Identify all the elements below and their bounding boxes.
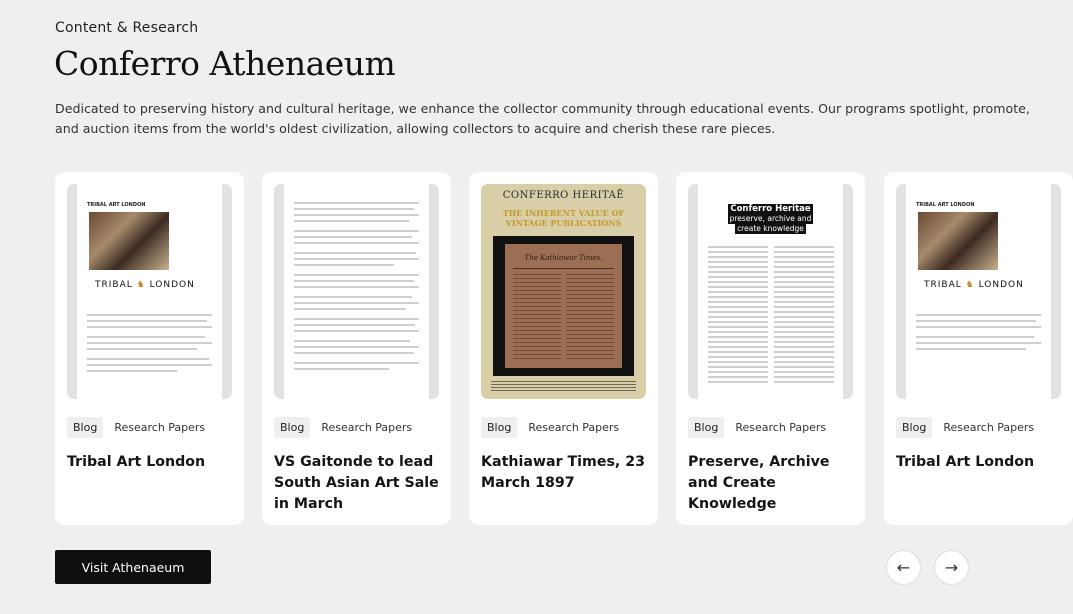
thumb-paper-title: The Kathiawar Times. <box>524 254 603 262</box>
card-tags <box>481 417 619 438</box>
thumbnail-page <box>284 184 429 399</box>
section-description <box>55 99 1030 139</box>
tag-category[interactable]: Research Papers <box>321 421 413 434</box>
card-title[interactable]: Kathiawar Times, 23 March 1897 <box>481 454 645 491</box>
carousel-prev-button[interactable] <box>886 550 921 585</box>
thumb-logo: TRIBAL ♞ LONDON <box>95 280 195 290</box>
article-card[interactable] <box>884 172 1073 525</box>
card-title[interactable]: VS Gaitonde to lead South Asian Art Sale in March <box>274 454 439 512</box>
card-title[interactable]: Tribal Art London <box>896 454 1035 470</box>
thumb-brand: CONFERRO HERITAĒ <box>502 190 625 201</box>
tag-category[interactable]: Research Papers <box>528 421 620 434</box>
thumb-newspaper <box>493 236 634 376</box>
tag-blog[interactable]: Blog <box>274 417 310 438</box>
article-thumbnail <box>688 184 853 399</box>
article-thumbnail <box>67 184 232 399</box>
card-tags <box>67 417 205 438</box>
thumbnail-page <box>77 184 222 399</box>
article-card[interactable] <box>676 172 865 525</box>
tag-category[interactable]: Research Papers <box>114 421 206 434</box>
description-line-1: Dedicated to preserving history and cultural heritage, we enhance the collector community through educational events. Our programs spotlight, promote, <box>55 101 1030 116</box>
tag-category[interactable]: Research Papers <box>943 421 1035 434</box>
thumb-headline: THE INHERENT VALUE OF VINTAGE PUBLICATIONS <box>502 208 625 228</box>
arrow-right-icon: → <box>944 558 959 577</box>
thumbnail-page <box>698 184 843 399</box>
card-title[interactable]: Preserve, Archive and Create Knowledge <box>688 454 830 512</box>
tag-blog[interactable]: Blog <box>481 417 517 438</box>
section-eyebrow: Content & Research <box>55 20 199 36</box>
thumb-logo: TRIBAL ♞ LONDON <box>924 280 1024 290</box>
description-line-2: and auction items from the world's oldest civilization, allowing collectors to acquire and cherish these rare pieces. <box>55 121 776 136</box>
tag-blog[interactable]: Blog <box>67 417 103 438</box>
carousel-next-button[interactable] <box>934 550 969 585</box>
thumb-photo <box>89 212 169 270</box>
thumb-column-right <box>774 246 834 386</box>
thumb-heading: TRIBAL ART LONDON <box>916 202 975 208</box>
thumb-column-left <box>708 246 768 386</box>
arrow-left-icon: ← <box>896 558 911 577</box>
card-title[interactable]: Tribal Art London <box>67 454 206 470</box>
tag-blog[interactable]: Blog <box>688 417 724 438</box>
thumb-photo <box>918 212 998 270</box>
tag-blog[interactable]: Blog <box>896 417 932 438</box>
card-tags <box>274 417 412 438</box>
article-card[interactable] <box>55 172 244 525</box>
article-thumbnail <box>481 184 646 399</box>
tag-category[interactable]: Research Papers <box>735 421 827 434</box>
card-tags <box>688 417 826 438</box>
card-tags <box>896 417 1034 438</box>
visit-athenaeum-button[interactable]: Visit Athenaeum <box>55 550 211 584</box>
article-thumbnail <box>274 184 439 399</box>
thumb-heading: TRIBAL ART LONDON <box>87 202 146 208</box>
thumb-headline: Conferro Heritae preserve, archive and create knowledge <box>729 204 812 233</box>
article-thumbnail <box>896 184 1061 399</box>
article-carousel <box>55 172 1035 526</box>
page-title: Conferro Athenaeum <box>54 44 396 83</box>
thumbnail-page <box>906 184 1051 399</box>
article-card[interactable] <box>262 172 451 525</box>
article-card[interactable] <box>469 172 658 525</box>
